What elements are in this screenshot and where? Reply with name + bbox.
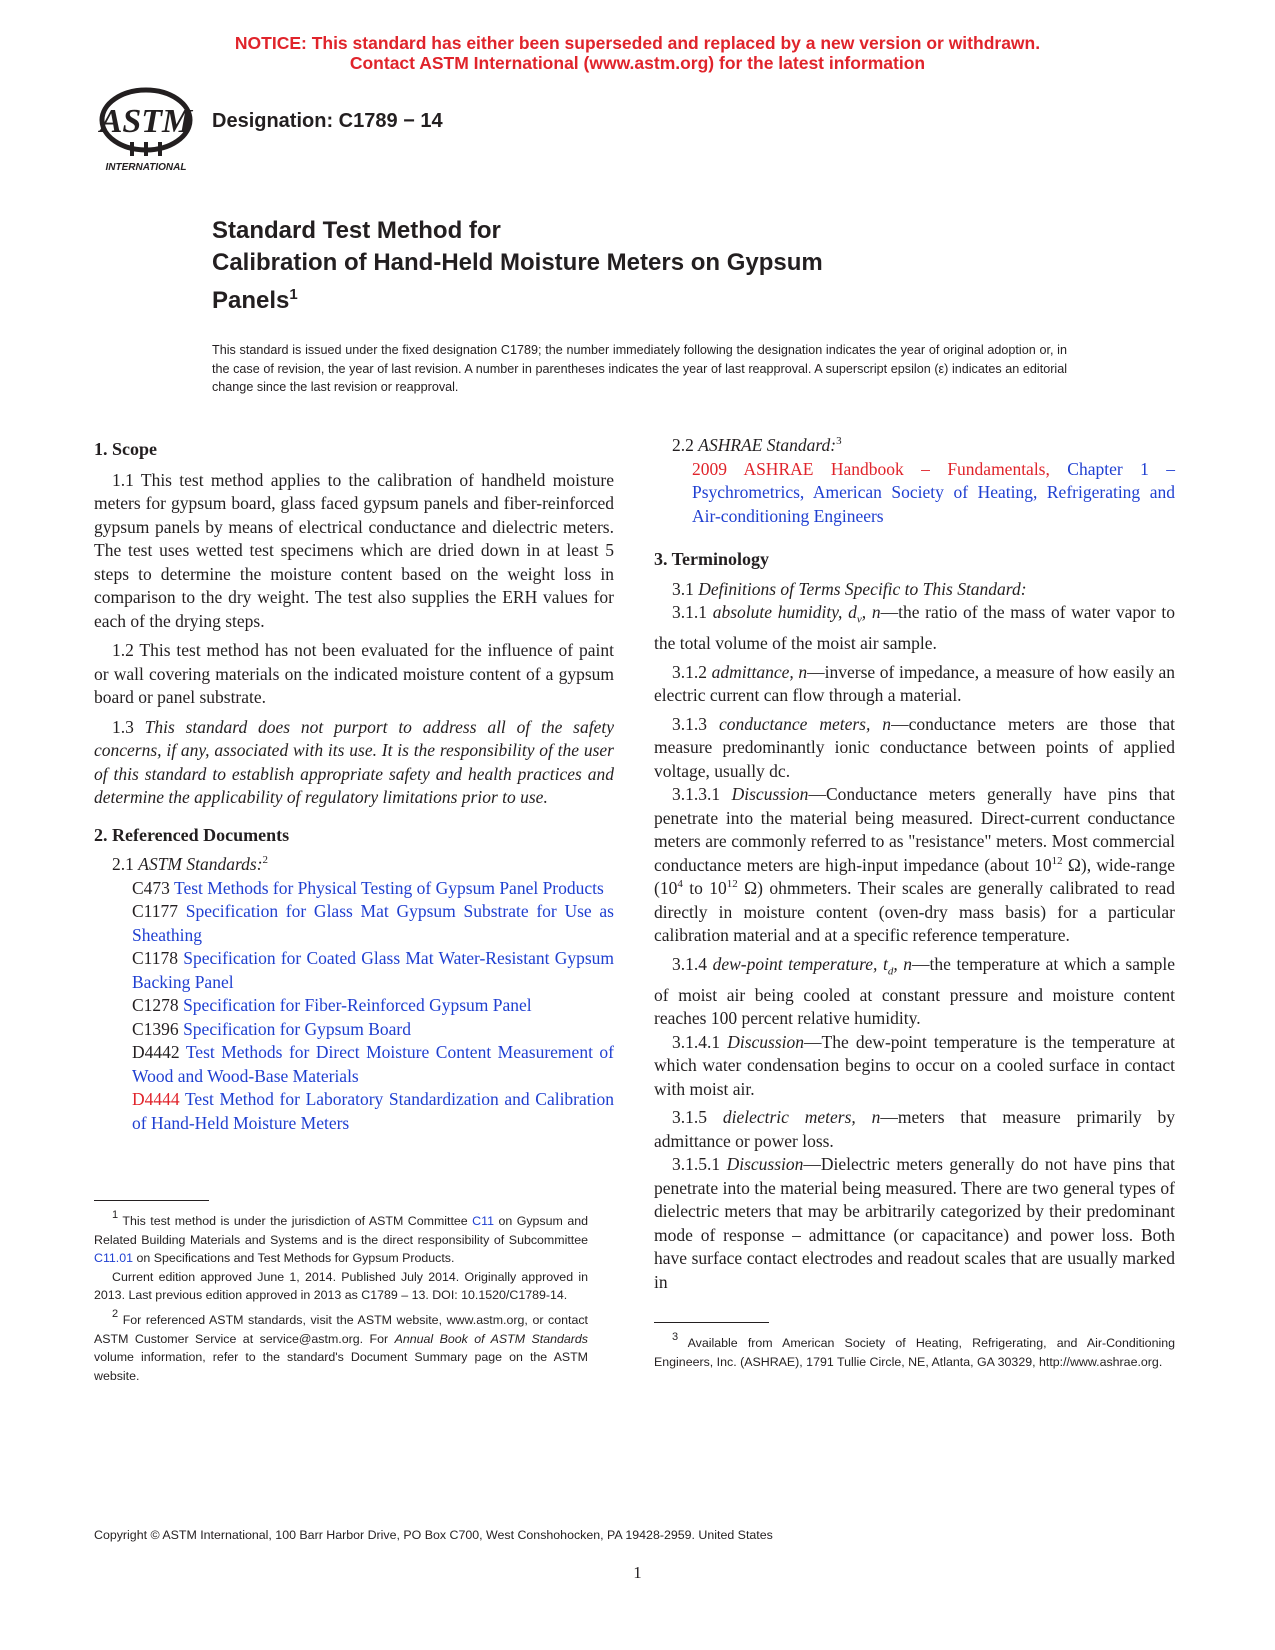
footnote-1: $^1$ This test method is under the jurisdiction of ASTM Committee C11 on Gypsum and Related Building Materials and Systems and is the direct responsibility of Subcommittee C11.01 on Specifications and Test Methods for Gypsum Products. [94, 1209, 588, 1266]
term-3-1-1: 3.1.1 absolute humidity, $d_v$, n—the ratio of the mass of water vapor to the total volume of the moist air sample. [654, 602, 1176, 653]
left-footnote-rule [94, 1200, 209, 1201]
term-3-1-3-1: 3.1.3.1 Discussion—Conductance meters generally have pins that penetrate into the material being measured. Direct-current conductance meters are commonly referred to as "resistance" meters. Most commercial conductance meters are high-input impedance (about $10^{12}$ Ω), wide-range ($10^4$ to $10^{12}$ Ω) ohmmeters. Their scales are generally calibrated to read directly in moisture content (oven-dry mass basis) for a particular calibration material and at a specific reference temperature. [654, 784, 1175, 945]
astm-logo [96, 82, 200, 174]
ashrae-standard-sub: 2.2 ASHRAE Standard:$^3$ [672, 435, 842, 455]
term-3-1-3: 3.1.3 conductance meters, n—conductance meters are those that measure predominantly ionic conductance between points of applied voltage, usually dc. [654, 713, 1175, 781]
title-line-2: Calibration of Hand-Held Moisture Meters on Gypsum [212, 249, 823, 276]
ref-item-c473[interactable]: C473 Test Methods for Physical Testing of Gypsum Panel Products [132, 877, 604, 898]
footnote-2: $^2$ For referenced ASTM standards, visit the ASTM website, www.astm.org, or contact ASTM Customer Service at service@astm.org. For Annual Book of ASTM Standards volume information, refer to the standard's Document Summary page on the ASTM website. [94, 1307, 588, 1383]
title-footnote-mark: 1 [289, 286, 298, 303]
document-title [212, 215, 1012, 317]
section-terminology-heading: 3. Terminology [654, 549, 770, 569]
ref-item-d4442[interactable]: D4442 Test Methods for Direct Moisture Content Measurement of Wood and Wood-Base Materials [132, 1042, 614, 1086]
svg-text:ASTM: ASTM [99, 103, 193, 140]
term-3-1-5: 3.1.5 dielectric meters, n—meters that measure primarily by admittance or power loss. [654, 1107, 1176, 1151]
footnote-3: $^3$ Available from American Society of Heating, Refrigerating, and Air-Conditioning Engineers, Inc. (ASHRAE), 1791 Tullie Circle, NE, Atlanta, GA 30329, http://www.ashrae.org. [654, 1331, 1175, 1369]
notice-banner [0, 33, 1275, 73]
section-scope-heading: 1. Scope [94, 439, 157, 459]
left-column [94, 438, 614, 1135]
ref-list [94, 877, 614, 1136]
subcommittee-c11-01-link[interactable]: C11.01 [94, 1251, 134, 1266]
copyright-line: Copyright © ASTM International, 100 Barr Harbor Drive, PO Box C700, West Conshohocken, PA 19428-2959. United States [94, 1528, 773, 1542]
ref-item-c1278[interactable]: C1278 Specification for Fiber-Reinforced Gypsum Panel [132, 995, 532, 1015]
notice-line-2: Contact ASTM International (www.astm.org) for the latest information [349, 53, 926, 73]
ref-item-c1178[interactable]: C1178 Specification for Coated Glass Mat Water-Resistant Gypsum Backing Panel [132, 948, 615, 992]
title-line-1: Standard Test Method for [212, 217, 501, 244]
ref-item-c1177[interactable]: C1177 Specification for Glass Mat Gypsum Substrate for Use as Sheathing [132, 901, 614, 945]
designation: Designation: C1789 − 14 [212, 110, 443, 132]
astm-standards-sub: 2.1 ASTM Standards:$^2$ [112, 854, 269, 874]
title-line-3: Panels [212, 287, 290, 314]
committee-c11-link[interactable]: C11 [472, 1214, 494, 1228]
term-3-1-5-1: 3.1.5.1 Discussion—Dielectric meters generally do not have pins that penetrate into the material being measured. There are two general types of dielectric meters that may be arbitrarily categorized by their predominant mode of response – admittance (or capacitance) and power loss. Both have surface contact electrodes and readout scales that are usually marked in [654, 1154, 1176, 1292]
astm-logo-icon [96, 82, 200, 174]
footnote-1-edition: Current edition approved June 1, 2014. Published July 2014. Originally approved in 2013. Last previous edition approved in 2013 as C1789 – 13. DOI: 10.1520/C1789-14. [94, 1269, 588, 1303]
scope-1-1: 1.1 This test method applies to the calibration of handheld moisture meters for gypsum board, glass faced gypsum panels and fiber-reinforced gypsum panels by means of electrical conductance and dielectric meters. The test uses wetted test specimens which are dried down in at least 5 steps to determine the moisture content based on the weight loss in comparison to the dry weight. The test also supplies the ERH values for each of the drying steps. [94, 469, 614, 631]
term-3-1-2: 3.1.2 admittance, n—inverse of impedance, a measure of how easily an electric current can flow through a material. [654, 661, 1176, 705]
ref-item-d4444[interactable]: D4444 Test Method for Laboratory Standardization and Calibration of Hand-Held Moisture Meters [132, 1089, 614, 1133]
issuance-statement: This standard is issued under the fixed designation C1789; the number immediately following the designation indicates the year of original adoption or, in the case of revision, the year of last revision. A number in parentheses indicates the year of last reapproval. A superscript epsilon (ε) indicates an editorial change since the last revision or reapproval. [212, 343, 1067, 394]
ashrae-handbook-ref[interactable]: 2009 ASHRAE Handbook – Fundamentals, Chapter 1 – Psychrometrics, American Society of Heating, Refrigerating and Air-conditioning Engineers [692, 458, 1175, 526]
notice-line-1: NOTICE: This standard has either been superseded and replaced by a new version or withdrawn. [234, 33, 1041, 53]
scope-1-3: 1.3 This standard does not purport to address all of the safety concerns, if any, associated with its use. It is the responsibility of the user of this standard to establish appropriate safety and health practices and determine the applicability of regulatory limitations prior to use. [94, 716, 614, 807]
right-footnotes [654, 1331, 1175, 1371]
term-3-1-4: 3.1.4 dew-point temperature, $t_d$, n—the temperature at which a sample of moist air being cooled at constant pressure and moisture content reaches 100 percent relative humidity. [654, 953, 1175, 1028]
term-3-1-4-1: 3.1.4.1 Discussion—The dew-point temperature is the temperature at which water condensation begins to occur on a cooled surface in contact with moist air. [654, 1031, 1176, 1099]
term-3-1: 3.1 Definitions of Terms Specific to This Standard: [672, 578, 1027, 599]
ref-item-c1396[interactable]: C1396 Specification for Gypsum Board [132, 1018, 411, 1039]
right-footnote-rule [654, 1322, 769, 1323]
scope-1-2: 1.2 This test method has not been evaluated for the influence of paint or wall covering materials on the indicated moisture content of a gypsum board or panel substrate. [94, 640, 614, 707]
page-number: 1 [633, 1563, 642, 1582]
logo-text: INTERNATIONAL [105, 162, 187, 173]
left-footnotes [94, 1209, 588, 1385]
right-column [654, 434, 1175, 1294]
section-refdocs-heading: 2. Referenced Documents [94, 824, 290, 845]
